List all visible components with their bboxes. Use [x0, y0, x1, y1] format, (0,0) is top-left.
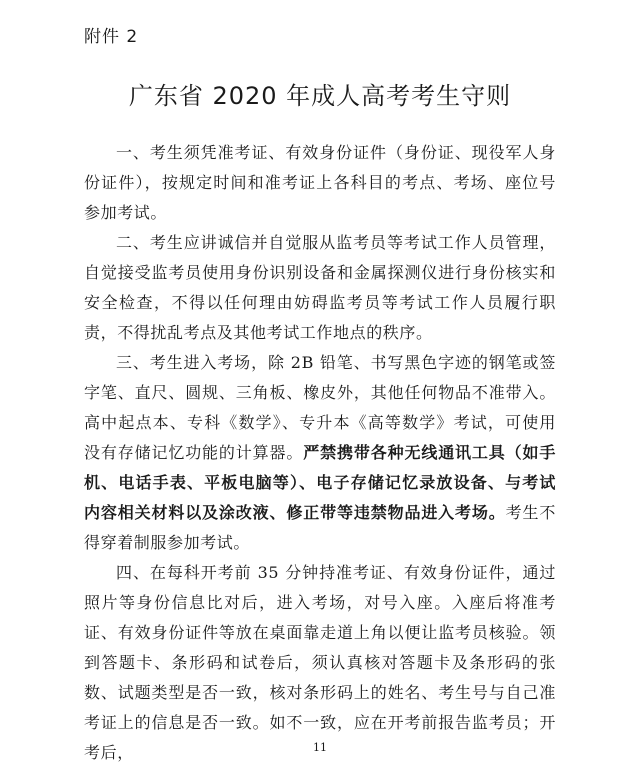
paragraph-3-uniform-rule: 考生不得穿着制服参加考试。: [84, 503, 556, 552]
paragraph-2: 二、考生应讲诚信并自觉服从监考员等考试工作人员管理，自觉接受监考员使用身份识别设备和金属探测仪进行身份核实和安全检查，不得以任何理由妨碍监考员等考试工作人员履行职责，不得扰乱考点及其他考试工作地点的秩序。: [84, 233, 556, 342]
paragraph-3-prohibited-items: 严禁携带各种无线通讯工具（如手机、电话手表、平板电脑等）、电子存储记忆录放设备、与考试内容相关材料以及涂改液、修正带等违禁物品进入考场。: [84, 443, 556, 522]
document-title: 广东省 2020 年成人高考考生守则: [128, 82, 512, 110]
paragraph-4: 四、在每科开考前 35 分钟持准考证、有效身份证件，通过照片等身份信息比对后，进入考场，对号入座。入座后将准考证、有效身份证件等放在桌面靠走道上角以便让监考员核验。领到答题卡、条形码和试卷后，须认真核对答题卡及条形码的张数、试题类型是否一致，核对条形码上的姓名、考生号与自己准考证上的信息是否一致。如不一致，应在开考前报告监考员；开考后，: [84, 563, 556, 762]
paragraph-3-intro: 三、考生进入考场，除 2B 铅笔、书写黑色字迹的钢笔或签字笔、直尺、圆规、三角板、橡皮外，其他任何物品不准带入。高中起点本、专科《数学》、专升本《高等数学》考试，可使用没有存储记忆功能的计算器。: [84, 353, 556, 462]
paragraph-3: [84, 348, 556, 558]
document-body: [84, 138, 556, 768]
attachment-label: 附件 2: [84, 27, 139, 47]
paragraph-1: 一、考生须凭准考证、有效身份证件（身份证、现役军人身份证件），按规定时间和准考证上各科目的考点、考场、座位号参加考试。: [84, 143, 556, 222]
page-number: 11: [313, 741, 327, 754]
